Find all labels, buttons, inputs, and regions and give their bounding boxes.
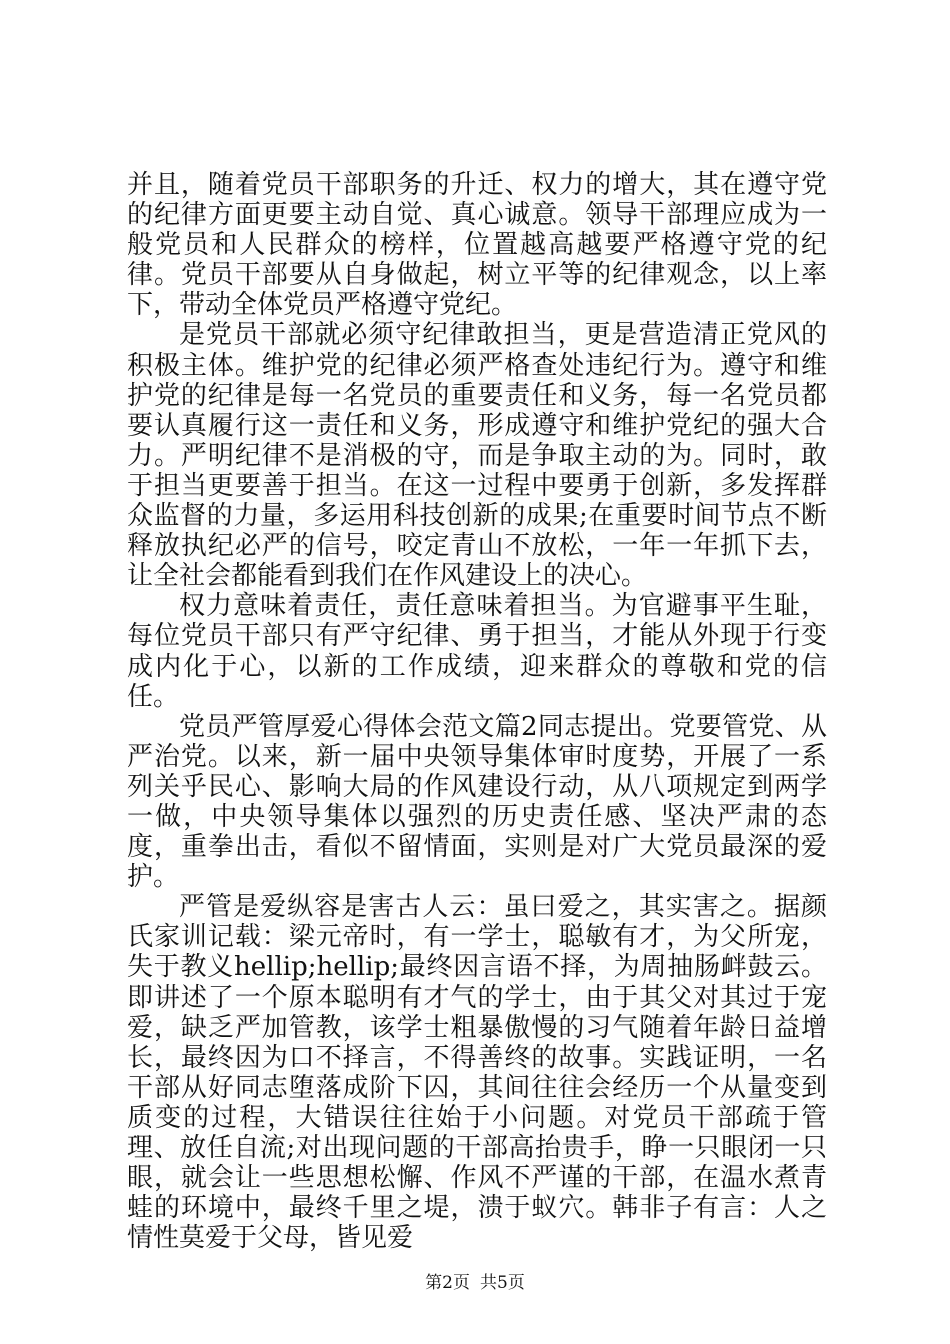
- document-body: [127, 170, 827, 1253]
- page-footer: [0, 1273, 950, 1293]
- paragraph-discipline-responsibility: 是党员干部就必须守纪律敢担当，更是营造清正党风的积极主体。维护党的纪律必须严格查处违纪行为。遵守和维护党的纪律是每一名党员的重要责任和义务，每一名党员都要认真履行这一责任和义务，形成遵守和维护党纪的强大合力。严明纪律不是消极的守，而是争取主动的为。同时，敢于担当更要善于担当。在这一过程中要勇于创新，多发挥群众监督的力量，多运用科技创新的成果;在重要时间节点不断释放执纪必严的信号，咬定青山不放松，一年一年抓下去，让全社会都能看到我们在作风建设上的决心。: [127, 320, 827, 592]
- page-number: 第2页: [425, 1273, 470, 1293]
- paragraph-continuation: 并且，随着党员干部职务的升迁、权力的增大，其在遵守党的纪律方面更要主动自觉、真心诚意。领导干部理应成为一般党员和人民群众的榜样，位置越高越要严格遵守党的纪律。党员干部要从自身做起，树立平等的纪律观念，以上率下，带动全体党员严格遵守党纪。: [127, 170, 827, 321]
- paragraph-strict-management-is-love: 严管是爱纵容是害古人云：虽曰爱之，其实害之。据颜氏家训记载：梁元帝时，有一学士，聪敏有才，为父所宠，失于教义hellip;hellip;最终因言语不择，为周抽肠衅鼓云。即讲述了一个原本聪明有才气的学士，由于其父对其过于宠爱，缺乏严加管教，该学士粗暴傲慢的习气随着年龄日益增长，最终因为口不择言，不得善终的故事。实践证明，一名干部从好同志堕落成阶下囚，其间往往会经历一个从量变到质变的过程，大错误往往始于小问题。对党员干部疏于管理、放任自流;对出现问题的干部高抬贵手，睁一只眼闭一只眼，就会让一些思想松懈、作风不严谨的干部，在温水煮青蛙的环境中，最终千里之堤，溃于蚁穴。韩非子有言：人之情性莫爱于父母，皆见爱: [127, 892, 827, 1254]
- paragraph-essay-part-2: 党员严管厚爱心得体会范文篇2同志提出。党要管党、从严治党。以来，新一届中央领导集体审时度势，开展了一系列关乎民心、影响大局的作风建设行动，从八项规定到两学一做，中央领导集体以强烈的历史责任感、坚决严肃的态度，重拳出击，看似不留情面，实则是对广大党员最深的爱护。: [127, 711, 827, 893]
- paragraph-power-responsibility: 权力意味着责任，责任意味着担当。为官避事平生耻，每位党员干部只有严守纪律、勇于担当，才能从外现于行变成内化于心，以新的工作成绩，迎来群众的尊敬和党的信任。: [127, 591, 827, 712]
- page-total: 共5页: [480, 1273, 525, 1293]
